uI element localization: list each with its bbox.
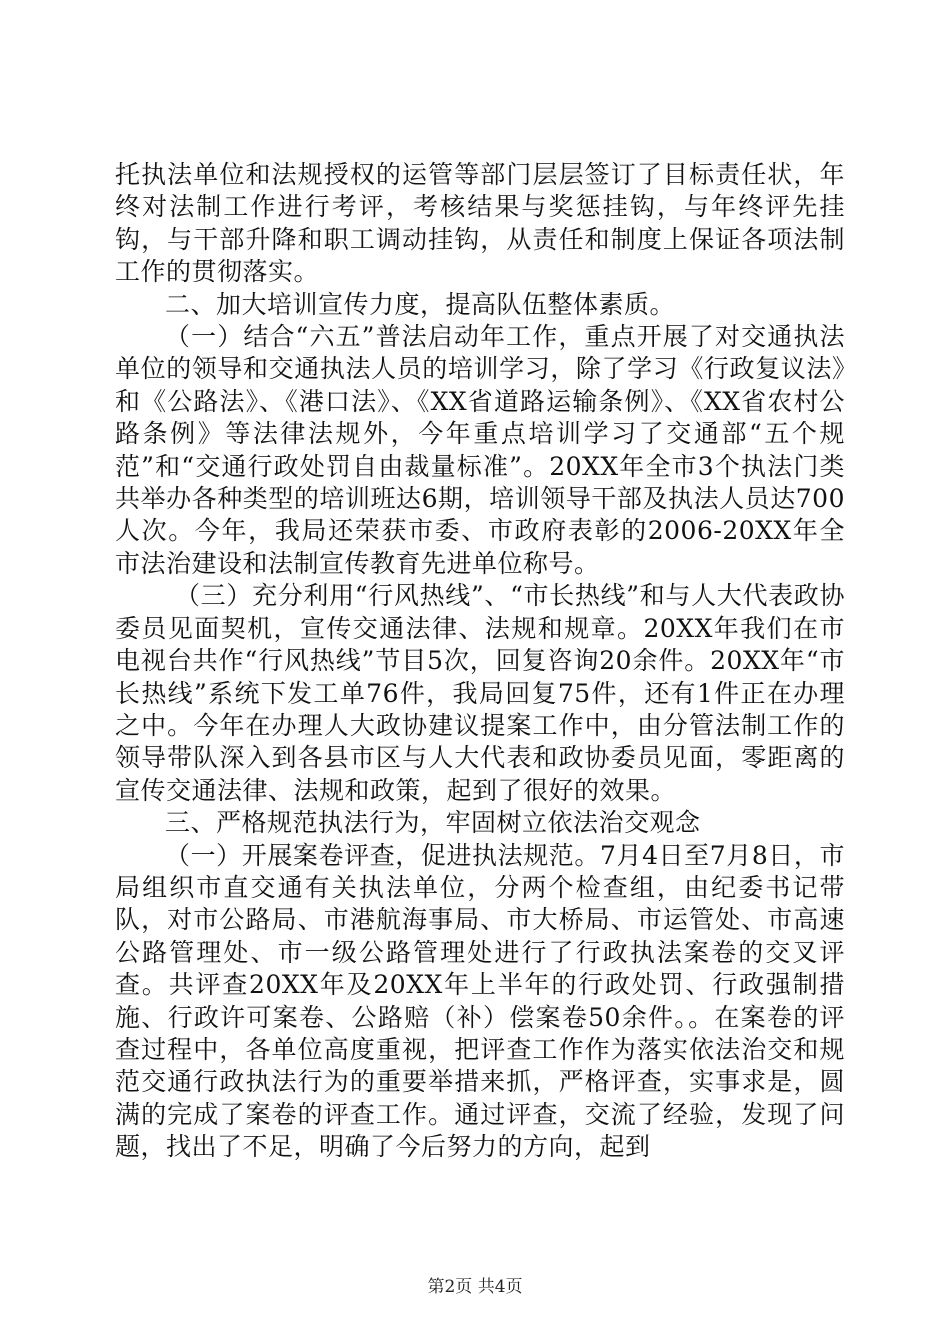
paragraph-hotline: （三）充分利用“行风热线”、“市长热线”和与人大代表政协委员见面契机，宣传交通法律、法规和规章。20XX年我们在市电视台共作“行风热线”节目5次，回复咨询20余件。20XX年“市长热线”系统下发工单76件，我局回复75件，还有1件正在办理之中。今年在办理人大政协建议提案工作中，由分管法制工作的领导带队深入到各县市区与人大代表和政协委员见面，零距离的宣传交通法律、法规和政策，起到了很好的效果。 xyxy=(115,581,845,805)
paragraph-training: （一）结合“六五”普法启动年工作，重点开展了对交通执法单位的领导和交通执法人员的培训学习，除了学习《行政复议法》和《公路法》、《港口法》、《XX省道路运输条例》、《XX省农村公路条例》等法律法规外，今年重点培训学习了交通部“五个规范”和“交通行政处罚自由裁量标准”。20XX年全市3个执法门类共举办各种类型的培训班达6期，培训领导干部及执法人员达700人次。今年，我局还荣获市委、市政府表彰的2006-20XX年全市法治建设和法制宣传教育先进单位称号。 xyxy=(115,322,845,578)
document-body xyxy=(115,159,845,1164)
paragraph-continuation: 托执法单位和法规授权的运管等部门层层签订了目标责任状，年终对法制工作进行考评，考核结果与奖惩挂钩，与年终评先挂钩，与干部升降和职工调动挂钩，从责任和制度上保证各项法制工作的贯彻落实。 xyxy=(115,160,845,287)
section-heading-2: 二、加大培训宣传力度，提高队伍整体素质。 xyxy=(165,289,676,319)
page-footer: 第2页 共4页 xyxy=(427,1277,523,1297)
paragraph-case-review: （一）开展案卷评查，促进执法规范。7月4日至7月8日，市局组织市直交通有关执法单位，分两个检查组，由纪委书记带队，对市公路局、市港航海事局、市大桥局、市运管处、市高速公路管理处、市一级公路管理处进行了行政执法案卷的交叉评查。共评查20XX年及20XX年上半年的行政处罚、行政强制措施、行政许可案卷、公路赔（补）偿案卷50余件。。在案卷的评查过程中，各单位高度重视，把评查工作作为落实依法治交和规范交通行政执法行为的重要举措来抓，严格评查，实事求是，圆满的完成了案卷的评查工作。通过评查，交流了经验，发现了问题，找出了不足，明确了今后努力的方向，起到 xyxy=(115,840,845,1162)
section-heading-3: 三、严格规范执法行为，牢固树立依法治交观念 xyxy=(165,808,701,838)
